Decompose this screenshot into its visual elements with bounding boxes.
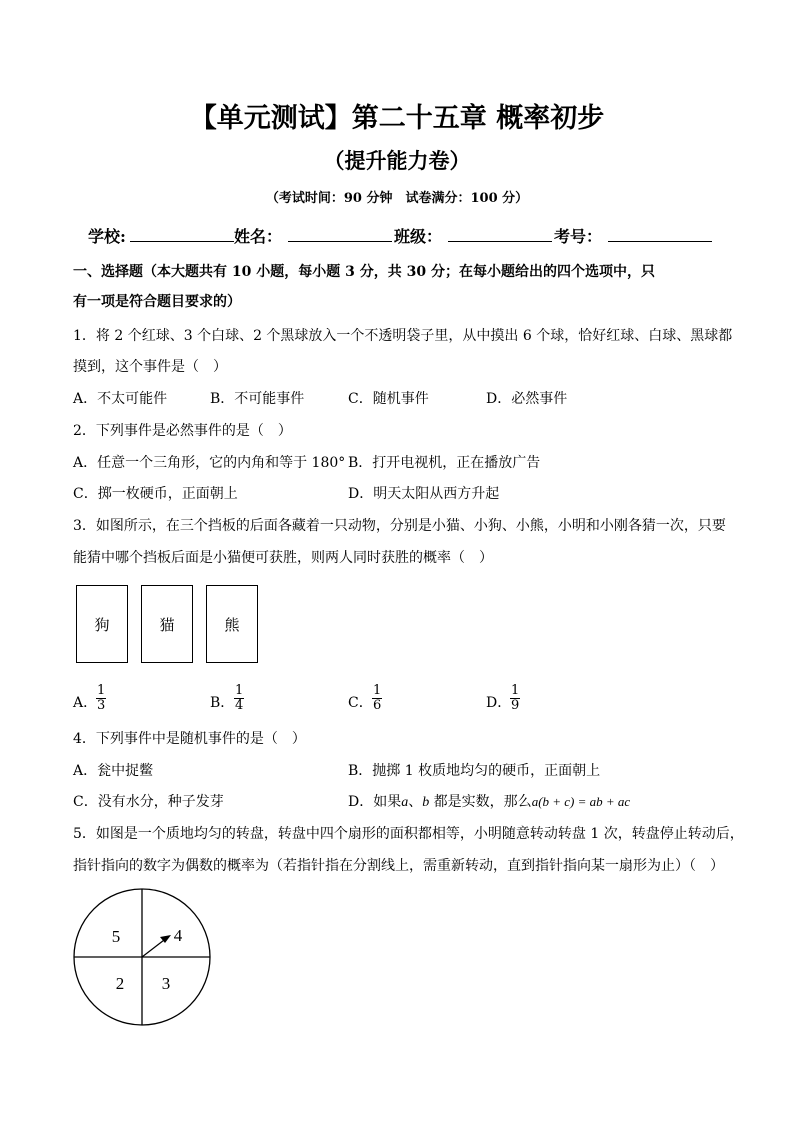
q1-option-b[interactable]: B．不可能事件 (210, 391, 305, 407)
q4-sep: 、 (408, 794, 423, 810)
spinner-number-2: 2 (115, 974, 125, 993)
q2-stem: 2．下列事件是必然事件的是（ ） (73, 423, 292, 439)
board-bear-label: 熊 (224, 615, 240, 634)
board-dog (76, 585, 128, 663)
q3-option-a-den: 3 (97, 698, 106, 713)
q5-stem-line2: 指针指向的数字为偶数的概率为（若指针指在分割线上，需重新转动，直到指针指向某一扇形为止）（ ） (73, 858, 724, 874)
q3-stem-line2: 能猜中哪个挡板后面是小猫便可获胜，则两人同时获胜的概率（ ） (73, 550, 493, 566)
exam-info: （考试时间：90 分钟 试卷满分：100 分） (265, 191, 529, 206)
exam-no-blank[interactable] (608, 241, 712, 242)
q3-option-b-num: 1 (235, 683, 244, 698)
q3-option-c-label[interactable]: C． (348, 695, 373, 711)
q3-option-b-label[interactable]: B． (210, 695, 235, 711)
q3-option-b-fraction (234, 684, 244, 713)
q4-formula: a(b + c) = ab + ac (531, 794, 631, 809)
q3-option-a-num: 1 (97, 683, 106, 698)
q2-option-d[interactable]: D．明天太阳从西方升起 (348, 486, 500, 502)
q3-stem-line1: 3．如图所示，在三个挡板的后面各藏着一只动物，分别是小猫、小狗、小熊，小明和小刚各猜一次，只要 (73, 518, 726, 534)
q4-var-a: a (401, 795, 409, 810)
page-title: 【单元测试】第二十五章 概率初步 (189, 103, 605, 134)
q3-option-c-num: 1 (373, 683, 382, 698)
spinner-number-3: 3 (161, 974, 171, 993)
class-blank[interactable] (448, 241, 552, 242)
q5-stem-line1: 5．如图是一个质地均匀的转盘，转盘中四个扇形的面积都相等，小明随意转动转盘 1 次，转盘停止转动后， (73, 826, 744, 842)
q3-option-d-den: 9 (511, 698, 520, 713)
section-heading-line1: 一、选择题（本大题共有 10 小题，每小题 3 分，共 30 分；在每小题给出的四个选项中，只 (73, 264, 655, 280)
q4-option-a[interactable]: A．瓮中捉鳖 (73, 763, 154, 779)
school-label: 学校: (88, 227, 126, 246)
name-label: 姓名： (234, 227, 283, 246)
q4-option-c[interactable]: C．没有水分，种子发芽 (73, 794, 224, 810)
q3-option-c-den: 6 (373, 698, 382, 713)
school-blank[interactable] (130, 241, 234, 242)
spinner-number-4: 4 (173, 926, 183, 945)
q1-option-a[interactable]: A．不太可能件 (73, 391, 168, 407)
q1-stem-line2: 摸到，这个事件是（ ） (73, 359, 227, 375)
board-cat-label: 猫 (159, 615, 175, 634)
class-label: 班级： (394, 227, 443, 246)
q3-option-a-label[interactable]: A． (73, 695, 98, 711)
q2-option-c[interactable]: C．掷一枚硬币，正面朝上 (73, 486, 238, 502)
q3-option-d-fraction (510, 684, 520, 713)
section-heading-line2: 有一项是符合题目要求的） (73, 294, 241, 310)
q2-option-a[interactable]: A．任意一个三角形，它的内角和等于 180° (73, 455, 346, 471)
q1-stem-line1: 1．将 2 个红球、3 个白球、2 个黑球放入一个不透明袋子里，从中摸出 6 个球，恰好红球、白球、黑球都 (73, 328, 733, 344)
q1-option-c[interactable]: C．随机事件 (348, 391, 429, 407)
q4-option-b[interactable]: B．抛掷 1 枚质地均匀的硬币，正面朝上 (348, 763, 601, 779)
q3-option-d-label[interactable]: D． (486, 695, 512, 711)
q3-option-c-fraction (372, 684, 382, 713)
spinner-number-5: 5 (111, 927, 121, 946)
q3-option-b-den: 4 (235, 698, 244, 713)
q4-var-b: b (422, 795, 430, 810)
q4-stem: 4．下列事件中是随机事件的是（ ） (73, 731, 306, 747)
page-subtitle: （提升能力卷） (323, 149, 471, 173)
q4-option-d-prefix: D．如果 (348, 794, 402, 810)
spinner-diagram (72, 887, 214, 1029)
name-blank[interactable] (288, 241, 392, 242)
exam-no-label: 考号： (554, 227, 603, 246)
q3-option-a-fraction (96, 684, 106, 713)
q4-option-d-mid: 都是实数，那么 (429, 794, 532, 810)
board-bear (206, 585, 258, 663)
q4-option-d[interactable] (348, 791, 630, 811)
q3-option-d-num: 1 (511, 683, 520, 698)
q2-option-b[interactable]: B．打开电视机，正在播放广告 (348, 455, 541, 471)
q1-option-d[interactable]: D．必然事件 (486, 391, 568, 407)
board-cat (141, 585, 193, 663)
board-dog-label: 狗 (94, 615, 110, 634)
